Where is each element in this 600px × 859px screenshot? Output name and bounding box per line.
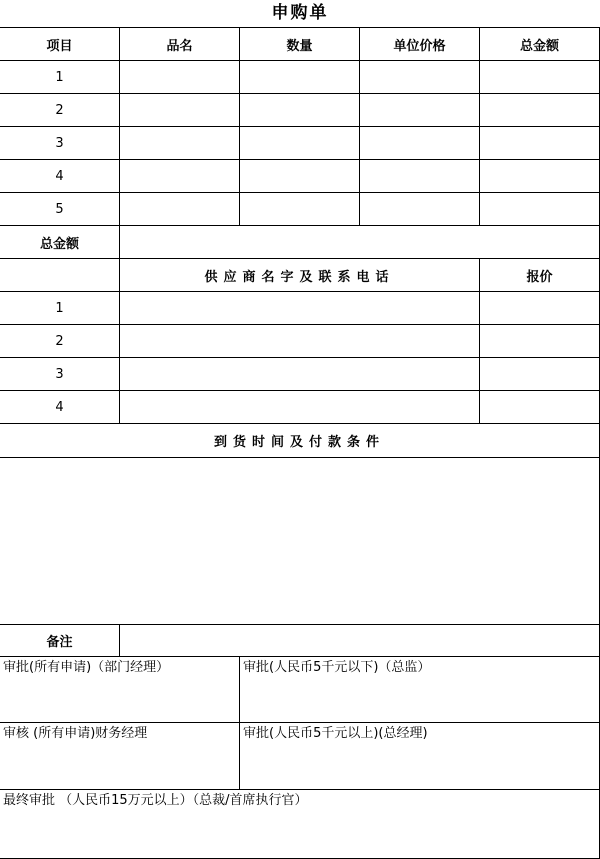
approval-director[interactable]: 审批(人民币5千元以下)（总监） bbox=[239, 656, 600, 723]
delivery-payment-area[interactable] bbox=[0, 457, 600, 625]
supplier-name-cell[interactable] bbox=[119, 390, 480, 424]
item-quantity-cell[interactable] bbox=[239, 126, 360, 160]
purchase-request-form bbox=[0, 28, 600, 859]
supplier-row-number: 3 bbox=[0, 357, 120, 391]
item-name-cell[interactable] bbox=[119, 192, 240, 226]
supplier-name-cell[interactable] bbox=[119, 357, 480, 391]
item-quantity-cell[interactable] bbox=[239, 93, 360, 127]
approval-general-manager[interactable]: 审批(人民币5千元以上)(总经理) bbox=[239, 722, 600, 790]
supplier-row-number: 1 bbox=[0, 291, 120, 325]
item-quantity-cell[interactable] bbox=[239, 159, 360, 193]
header-item: 项目 bbox=[0, 27, 120, 61]
header-quantity: 数量 bbox=[239, 27, 360, 61]
item-unit-price-cell[interactable] bbox=[359, 126, 480, 160]
item-name-cell[interactable] bbox=[119, 126, 240, 160]
approval-final-ceo[interactable]: 最终审批 （人民币15万元以上）（总裁/首席执行官） bbox=[0, 789, 600, 859]
form-title: 申购单 bbox=[271, 3, 329, 23]
item-total-cell[interactable] bbox=[479, 159, 600, 193]
remarks-label: 备注 bbox=[0, 624, 120, 657]
supplier-row-number: 4 bbox=[0, 390, 120, 424]
item-unit-price-cell[interactable] bbox=[359, 93, 480, 127]
header-unit-price: 单位价格 bbox=[359, 27, 480, 61]
header-total-amount: 总金额 bbox=[479, 27, 600, 61]
remarks-field[interactable] bbox=[119, 624, 600, 657]
supplier-quote-cell[interactable] bbox=[479, 324, 600, 358]
supplier-name-cell[interactable] bbox=[119, 324, 480, 358]
item-row-number: 5 bbox=[0, 192, 120, 226]
item-row-number: 2 bbox=[0, 93, 120, 127]
header-product-name: 品名 bbox=[119, 27, 240, 61]
approval-finance-manager[interactable]: 审核 (所有申请)财务经理 bbox=[0, 722, 240, 790]
item-row-number: 4 bbox=[0, 159, 120, 193]
item-total-cell[interactable] bbox=[479, 126, 600, 160]
item-unit-price-cell[interactable] bbox=[359, 60, 480, 94]
item-quantity-cell[interactable] bbox=[239, 60, 360, 94]
item-total-cell[interactable] bbox=[479, 192, 600, 226]
item-unit-price-cell[interactable] bbox=[359, 159, 480, 193]
item-name-cell[interactable] bbox=[119, 93, 240, 127]
total-amount-label: 总金额 bbox=[0, 225, 120, 259]
supplier-quote-cell[interactable] bbox=[479, 357, 600, 391]
item-row-number: 1 bbox=[0, 60, 120, 94]
supplier-name-phone-header: 供应商名字及联系电话 bbox=[119, 258, 480, 292]
supplier-row-number: 2 bbox=[0, 324, 120, 358]
supplier-header-blank bbox=[0, 258, 120, 292]
supplier-name-cell[interactable] bbox=[119, 291, 480, 325]
delivery-payment-header: 到货时间及付款条件 bbox=[0, 423, 600, 458]
item-name-cell[interactable] bbox=[119, 60, 240, 94]
item-total-cell[interactable] bbox=[479, 60, 600, 94]
approval-dept-manager[interactable]: 审批(所有申请)（部门经理） bbox=[0, 656, 240, 723]
item-name-cell[interactable] bbox=[119, 159, 240, 193]
item-row-number: 3 bbox=[0, 126, 120, 160]
supplier-quote-header: 报价 bbox=[479, 258, 600, 292]
supplier-quote-cell[interactable] bbox=[479, 390, 600, 424]
supplier-quote-cell[interactable] bbox=[479, 291, 600, 325]
item-unit-price-cell[interactable] bbox=[359, 192, 480, 226]
total-amount-cell[interactable] bbox=[119, 225, 600, 259]
item-total-cell[interactable] bbox=[479, 93, 600, 127]
item-quantity-cell[interactable] bbox=[239, 192, 360, 226]
